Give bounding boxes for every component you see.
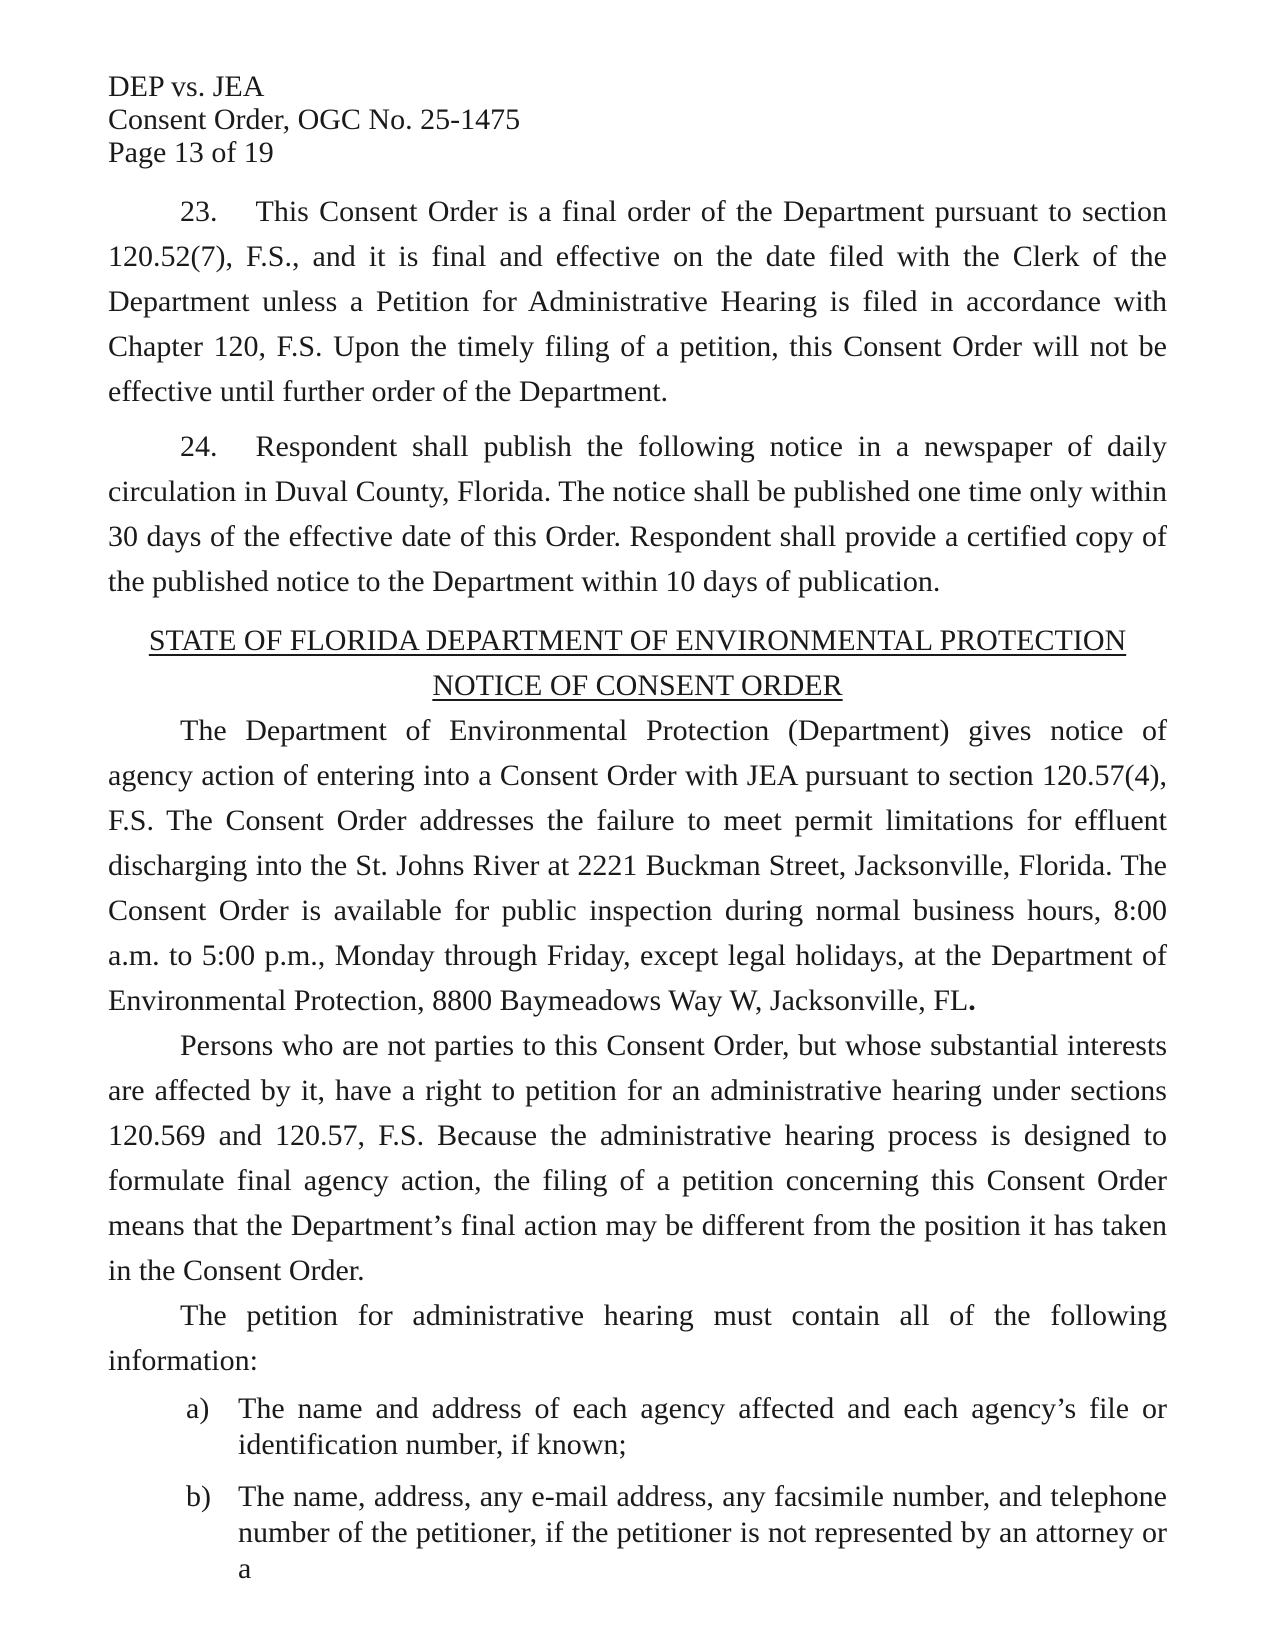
list-item-a-marker: a) — [186, 1392, 210, 1425]
notice-paragraph-1 — [108, 708, 1167, 1023]
document-header — [108, 70, 1167, 169]
header-order-line: Consent Order, OGC No. 25-1475 — [108, 103, 521, 136]
paragraph-23-number: 23. — [180, 195, 218, 228]
notice-paragraph-1-bold-period: . — [968, 984, 976, 1017]
petition-requirements-list — [108, 1391, 1167, 1587]
paragraph-24 — [108, 424, 1167, 604]
paragraph-24-text: Respondent shall publish the following notice in a newspaper of daily circulation in Duval County, Florida. The notice shall be published one time only within 30 days of the effective date of this Order. Respondent shall provide a certified copy of the published notice to the Department within 10 days of publication. — [108, 430, 1167, 598]
list-item-b — [186, 1479, 1167, 1587]
petition-intro-paragraph: The petition for administrative hearing must contain all of the following information: — [108, 1299, 1167, 1377]
paragraph-24-number: 24. — [180, 430, 218, 463]
header-page-line: Page 13 of 19 — [108, 136, 274, 169]
heading-state-of-florida-text: STATE OF FLORIDA DEPARTMENT OF ENVIRONMENTAL PROTECTION — [148, 624, 1127, 657]
list-item-a — [186, 1391, 1167, 1463]
list-item-a-text: The name and address of each agency affected and each agency’s file or identification number, if known; — [238, 1392, 1167, 1461]
heading-state-of-florida — [108, 618, 1167, 663]
paragraph-23 — [108, 189, 1167, 414]
paragraph-23-text: This Consent Order is a final order of the Department pursuant to section 120.52(7), F.S., and it is final and effective on the date filed with the Clerk of the Department unless a Petition for Administrative Hearing is filed in accordance with Chapter 120, F.S. Upon the timely filing of a petition, this Consent Order will not be effective until further order of the Department. — [108, 195, 1167, 408]
heading-notice-of-consent-order-text: NOTICE OF CONSENT ORDER — [432, 669, 843, 702]
heading-notice-of-consent-order — [108, 663, 1167, 708]
list-item-b-marker: b) — [186, 1480, 211, 1513]
header-case-line: DEP vs. JEA — [108, 70, 265, 103]
notice-paragraph-1-text: The Department of Environmental Protection (Department) gives notice of agency action of entering into a Consent Order with JEA pursuant to section 120.57(4), F.S. The Consent Order addresses the failure to meet permit limitations for effluent discharging into the St. Johns River at 2221 Buckman Street, Jacksonville, Florida. The Consent Order is available for public inspection during normal business hours, 8:00 a.m. to 5:00 p.m., Monday through Friday, except legal holidays, at the Department of Environmental Protection, 8800 Baymeadows Way W, Jacksonville, FL — [108, 714, 1167, 1017]
list-item-b-text: The name, address, any e-mail address, any facsimile number, and telephone number of the petitioner, if the petitioner is not represented by an attorney or a — [238, 1480, 1167, 1585]
notice-paragraph-2: Persons who are not parties to this Consent Order, but whose substantial interests are affected by it, have a right to petition for an administrative hearing under sections 120.569 and 120.57, F.S. Because the administrative hearing process is designed to formulate final agency action, the filing of a petition concerning this Consent Order means that the Department’s final action may be different from the position it has taken in the Consent Order. — [108, 1029, 1167, 1287]
